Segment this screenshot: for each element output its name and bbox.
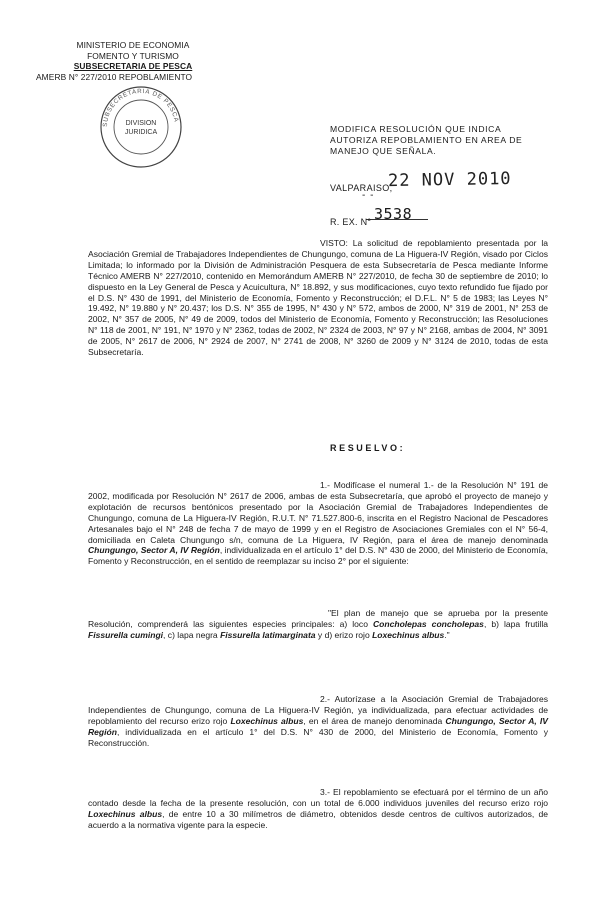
article-2 bbox=[88, 694, 548, 749]
resolution-subject: MODIFICA RESOLUCIÓN QUE INDICA AUTORIZA REPOBLAMIENTO EN AREA DE MANEJO QUE SEÑALA. bbox=[330, 124, 523, 156]
division-juridica-stamp bbox=[96, 82, 186, 172]
article-1-text-a: 1.- Modifícase el numeral 1.- de la Resolución N° 191 de 2002, modificada por Resolución N° 2617 de 2006, ambas de esta Subsecretaría, que aprobó el proyecto de manejo y explotación de recursos bentónicos presentado por la Asociación Gremial de Trabajadores Independientes de Chungungo, comuna de La Higuera-IV Región, R.U.T. N° 71.527.800-6, inscrita en el Registro Nacional de Pescadores Artesanales bajo el N° 248 de fecha 7 de mayo de 1999 y en el Registro de Asociaciones Gremiales con el N° 56-4, domiciliada en Caleta Chungungo s/n, comuna de La Higuera, IV Región, para el área de manejo denominada bbox=[88, 480, 548, 545]
species-fissurella-latimarginata: Fissurella latimarginata bbox=[220, 629, 316, 640]
article-1-area-name: Chungungo, Sector A, IV Región bbox=[88, 545, 220, 556]
quoted-plan-paragraph bbox=[88, 608, 548, 641]
ministry-line: MINISTERIO DE ECONOMIA bbox=[76, 40, 190, 50]
article-2-text-b: , en el área de manejo denominada bbox=[303, 715, 446, 726]
quoted-plan bbox=[88, 608, 548, 641]
article-1 bbox=[88, 480, 548, 567]
species-fissurella-cumingi: Fissurella cumingi bbox=[88, 629, 164, 640]
article-3-text-a: 3.- El repoblamiento se efectuará por el término de un año contado desde la fecha de la presente resolución, con un total de 6.000 individuos juveniles del recurso erizo rojo bbox=[88, 787, 548, 808]
species-loxechinus-albus: Loxechinus albus bbox=[372, 629, 445, 640]
article-3-text-b: , de entre 10 a 30 milímetros de diámetro, obtenidos desde centros de cultivos autorizados, de acuerdo a la normativa vigente para la especie. bbox=[88, 808, 548, 830]
article-2-text-a: 2.- Autorízase a la Asociación Gremial de Trabajadores Independientes de Chungungo, comuna de La Higuera-IV Región, ya individualizada, para efectuar actividades de repoblamiento del recurso erizo rojo bbox=[88, 694, 548, 726]
city-label: VALPARAISO, bbox=[330, 183, 393, 193]
stamp-text-juridica: JURIDICA bbox=[124, 129, 158, 136]
resolution-number-label: R. EX. N° bbox=[330, 217, 372, 227]
letterhead bbox=[38, 40, 228, 82]
visto-section bbox=[88, 238, 548, 358]
resuelvo-heading: RESUELVO: bbox=[330, 443, 406, 453]
resolution-number: 3538 bbox=[374, 205, 413, 223]
stamp-text-division: DIVISION bbox=[125, 120, 157, 127]
reference-line: AMERB N° 227/2010 REPOBLAMIENTO bbox=[36, 71, 193, 82]
dash-mark: - - bbox=[362, 190, 375, 201]
species-concholepas: Concholepas concholepas bbox=[372, 618, 484, 629]
ministry-subline: FOMENTO Y TURISMO bbox=[87, 50, 179, 61]
quote-text-d: y d) erizo rojo bbox=[315, 629, 373, 640]
resolution-number-underline bbox=[366, 219, 428, 220]
stamp-ring-text: SUBSECRETARIA DE PESCA bbox=[101, 87, 180, 128]
article-3 bbox=[88, 787, 548, 831]
article-1-text-b: , individualizada en el artículo 1° del D.S. N° 430 de 2000, del Ministerio de Economía, Fomento y Reconstrucción, en el sentido de reemplazar su inciso 2° por el siguiente: bbox=[88, 545, 548, 567]
quote-text-e: ." bbox=[444, 629, 450, 640]
quote-text-c: , c) lapa negra bbox=[163, 629, 221, 640]
article-2-text-c: , individualizada en el artículo 1° del D.S. N° 430 de 2000, del Ministerio de Economía, Fomento y Reconstrucción. bbox=[88, 726, 548, 748]
article-3-paragraph bbox=[88, 787, 548, 831]
article-2-paragraph bbox=[88, 694, 548, 749]
visto-lead: VISTO: bbox=[320, 238, 348, 248]
quote-text-b: , b) lapa frutilla bbox=[483, 618, 548, 629]
visto-paragraph bbox=[88, 238, 548, 358]
article-3-species: Loxechinus albus bbox=[88, 808, 163, 819]
visto-text: La solicitud de repoblamiento presentada por la Asociación Gremial de Trabajadores Independientes de Chungungo, comuna de La Higuera-IV Región, visado por Ciclos Limitada; lo informado por la División de Administración Pesquera de esta Subsecretaría de Pesca mediante Informe Técnico AMERB N° 227/2010, contenido en Memorándum AMERB N° 227/2010, de fecha 30 de septiembre de 2010; lo dispuesto en la Ley General de Pesca y Acuicultura, N° 18.892, y sus modificaciones, cuyo texto refundido fue fijado por el D.S. N° 430 de 1991, del Ministerio de Economía, Fomento y Reconstrucción; el D.F.L. N° 5 de 1983; las Leyes N° 19.492, N° 19.880 y N° 20.437; los D.S. N° 355 de 1995, N° 430 y N° 572, ambos de 2000, N° 319 de 2001, N° 253 de 2002, N° 357 de 2005, N° 49 de 2009, todos del Ministerio de Economía, Fomento y Reconstrucción; las Resoluciones N° 118 de 2001, N° 191, N° 1970 y N° 2362, todas de 2002, N° 2324 de 2003, N° 97 y N° 2168, ambas de 2004, N° 3091 de 2005, N° 2617 de 2006, N° 2924 de 2007, N° 2741 de 2008, N° 3260 de 2009 y N° 3124 de 2010, todas de esta Subsecretaría. bbox=[88, 238, 548, 358]
quote-text-a: "El plan de manejo que se aprueba por la presente Resolución, comprenderá las siguientes especies principales: a) loco bbox=[88, 608, 548, 629]
subsecretaria-line: SUBSECRETARIA DE PESCA bbox=[73, 61, 193, 72]
article-1-paragraph bbox=[88, 480, 548, 567]
stamped-date: 22 NOV 2010 bbox=[387, 168, 512, 192]
article-2-species: Loxechinus albus bbox=[230, 715, 304, 726]
article-2-area-name: Chungungo, Sector A, IV Región bbox=[88, 715, 548, 737]
